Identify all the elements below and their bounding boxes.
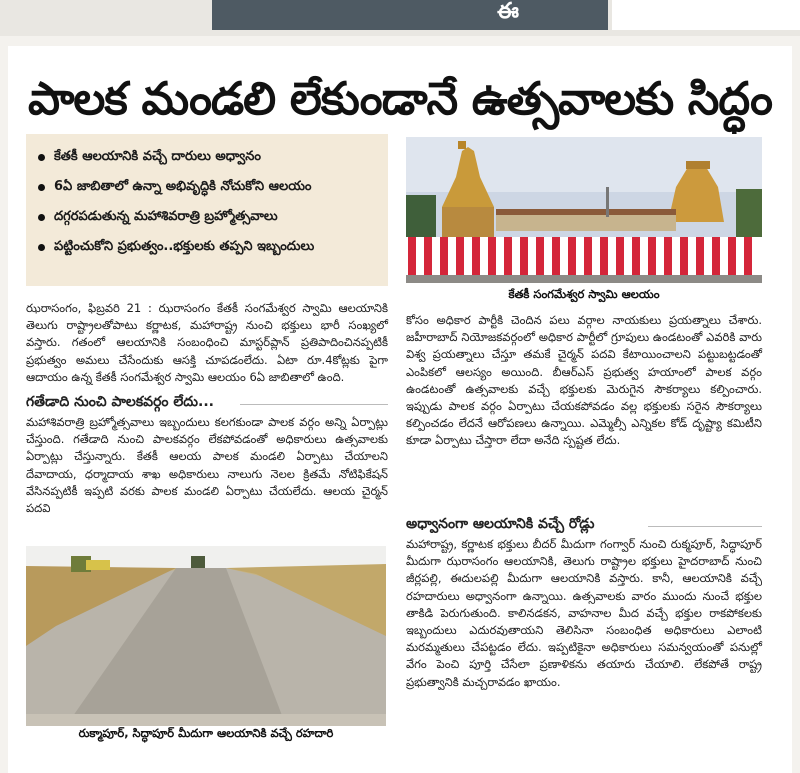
news-article bbox=[8, 46, 792, 773]
intro-paragraph bbox=[26, 300, 388, 386]
section-body-text: మహాశివరాత్రి బ్రహ్మోత్సవాలు ఇబ్బందులు కలగకుండా పాలక వర్గం అన్ని ఏర్పాట్లు చేస్తుంది. గతేడాది నుంచి పాలకవర్గం లేకపోవడంతో అధికారులు ఉత్సవాలకు ఏర్పాట్లు చేస్తున్నారు. కేతకీ ఆలయ పాలక మండలి ఏర్పాటు చేయాలని దేవాదాయ, ధర్మాదాయ శాఖ అధికారులు నాలుగు నెలల క్రితమే నోటిఫికేషన్ వేసినప్పటికీ ఇప్పటి వరకు పాలక మండలి ఏర్పాటు చేయలేదు. ఆలయ చైర్మన్ పదవి bbox=[26, 415, 388, 516]
section-body bbox=[26, 414, 388, 517]
article-headline: పాలక మండలి లేకుండానే ఉత్సవాలకు సిద్ధం bbox=[28, 72, 772, 125]
divider bbox=[648, 526, 762, 527]
intro-text: ఝరాసంగం, ఫిబ్రవరి 21 : ఝరాసంగం కేతకీ సంగమేశ్వర స్వామి ఆలయానికి తెలుగు రాష్ట్రాలతోపాటు కర్ణాటక, మహారాష్ట్ర నుంచి భక్తులు భారీ సంఖ్యలో వస్తారు. గతంలో ఆలయానికి సంబంధించి మాస్టర్‌ప్లాన్ ప్రతిపాదించినప్పటికీ ప్రభుత్వం అమలు చేసేందుకు ఆసక్తి చూపడంలేదు. ఏటా రూ.4కోట్లకు పైగా ఆదాయం ఉన్న కేతకీ సంగమేశ్వర స్వామి ఆలయం 6ఏ జాబితాలో ఉంది. bbox=[26, 301, 388, 384]
masthead-strip bbox=[0, 0, 800, 36]
masthead-bar bbox=[212, 0, 608, 30]
highlight-item: 6ఏ జాబితాలో ఉన్నా అభివృద్ధికి నోచుకోని ఆలయం bbox=[36, 172, 380, 202]
highlights-box bbox=[26, 134, 388, 286]
section-heading: గతేడాది నుంచి పాలకవర్గం లేదు... bbox=[26, 394, 214, 410]
right-column-continuation bbox=[406, 312, 762, 450]
road-photo bbox=[26, 546, 386, 726]
highlight-item: దగ్గరపడుతున్న మహాశివరాత్రి బ్రహ్మోత్సవాలు bbox=[36, 202, 380, 232]
section-body-text: మహారాష్ట్ర, కర్ణాటక భక్తులు బీదర్ మీదుగా గంగ్వార్ నుంచి రుక్మపూర్, సిద్ధాపూర్ మీదుగా ఝరాసంగం ఆలయానికి, తెలుగు రాష్ట్రాల భక్తులు హైదరాబాద్ నుంచి జీర్లపల్లి, ఈదులపల్లి మీదుగా ఆలయానికి వస్తారు. కానీ, ఆలయానికి వచ్చే రహదారులు అధ్వానంగా ఉన్నాయి. ఉత్సవాలకు వారం ముందు నుంచే భక్తుల తాకిడి పెరుగుతుంది. కాలినడకన, వాహనాల మీద వచ్చే భక్తుల రాకపోకలకు ఇబ్బందులు ఎదురవుతాయని తెలిసినా సంబంధిత అధికారులు ఎలాంటి మరమ్మతులు చేపట్టడం లేదు. ఇప్పటికైనా అధికారులు సమన్వయంతో పనుల్లో వేగం పెంచి పూర్తి చేసేలా ప్రణాళికను తయారు చేయాలి. లేకపోతే రాష్ట్ర ప్రభుత్వానికి మచ్చరావడం ఖాయం. bbox=[406, 537, 762, 689]
highlight-item: పట్టించుకోని ప్రభుత్వం..భక్తులకు తప్పని ఇబ్బందులు bbox=[36, 232, 380, 262]
highlight-item: కేతకీ ఆలయానికి వచ్చే దారులు అధ్వానం bbox=[36, 142, 380, 172]
bottom-cut-text bbox=[8, 765, 792, 773]
section-heading: అధ్వానంగా ఆలయానికి వచ్చే రోడ్లు bbox=[406, 516, 595, 532]
temple-photo bbox=[406, 137, 762, 283]
road-photo-caption: రుక్మాపూర్, సిద్ధాపూర్ మీదుగా ఆలయానికి వచ్చే రహదారి bbox=[78, 726, 334, 740]
continuation-text: కోసం అధికార పార్టీకి చెందిన పలు వర్గాల నాయకులు ప్రయత్నాలు చేశారు. జహీరాబాద్ నియోజకవర్గంలో అధికార పార్టీలో గ్రూపులు ఉండటంతో ఎవరికి వారు విశ్వ ప్రయత్నాలు చేస్తూ తమకే చైర్మన్ పదవి కేటాయించాలని పట్టుబట్టడంతో ఎంపికలో ఆలస్యం అయింది. బీఆర్ఎస్ ప్రభుత్వ హయాంలో పాలక వర్గం ఉండటంతో ఉత్సవాలకు వచ్చే భక్తులకు మెరుగైన సౌకర్యాలు కల్పించారు. ఇప్పుడు పాలక వర్గం ఏర్పాటు చేయకపోవడం వల్ల భక్తులకు సరైన సౌకర్యాలు కల్పించడం లేదనే ఆరోపణలు ఉన్నాయి. ఎమ్మెల్సీ ఎన్నికల కోడ్ దృష్ట్యా కమిటీని కూడా ఏర్పాటు చేస్తారా లేదా అనేది స్పష్టత లేదు. bbox=[406, 313, 762, 448]
section-body bbox=[406, 536, 762, 691]
divider bbox=[240, 404, 388, 405]
masthead-logo: ఈ bbox=[497, 0, 519, 24]
masthead-white-panel bbox=[612, 0, 800, 30]
temple-photo-caption: కేతకీ సంగమేశ్వర స్వామి ఆలయం bbox=[508, 287, 660, 301]
